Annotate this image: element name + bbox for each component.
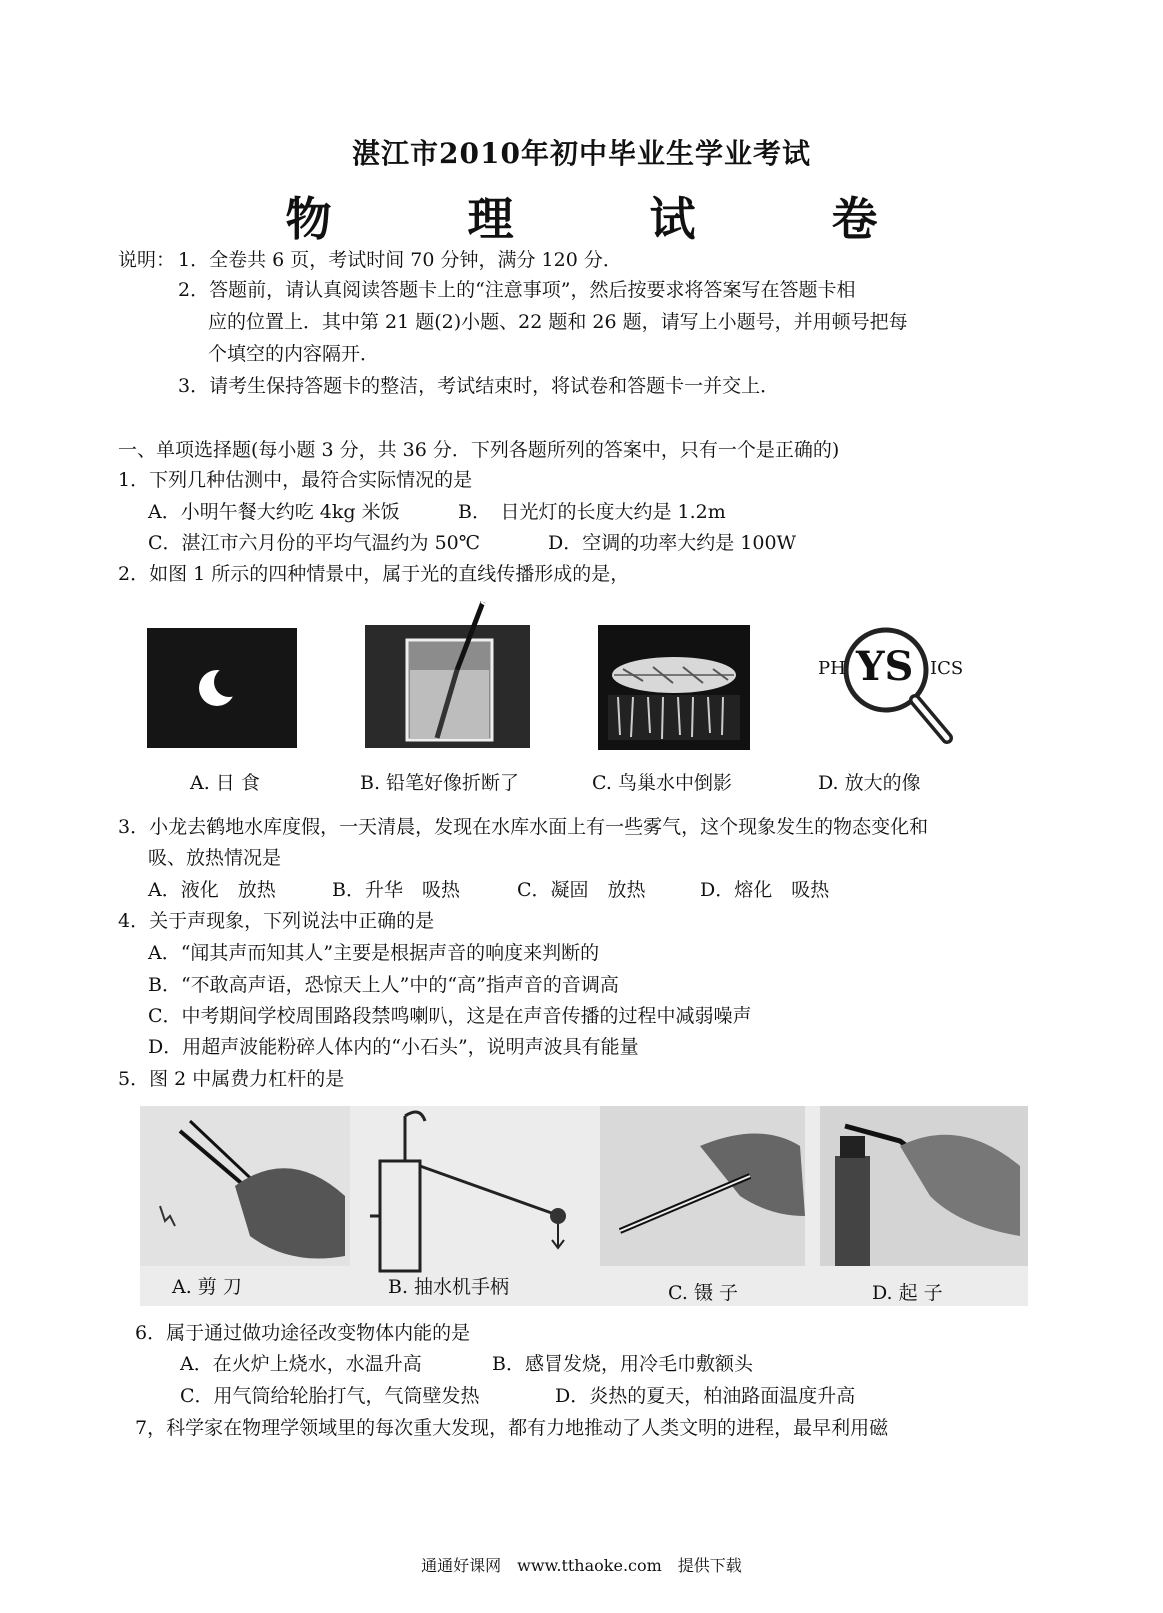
instruction-3: 3．请考生保持答题卡的整洁，考试结束时，将试卷和答题卡一并交上． — [178, 375, 780, 397]
q1-option-c: C．湛江市六月份的平均气温约为 50℃ — [148, 532, 481, 554]
q6-option-b: B．感冒发烧，用冷毛巾敷额头 — [492, 1353, 753, 1375]
q4-option-c: C．中考期间学校周围路段禁鸣喇叭，这是在声音传播的过程中减弱噪声 — [148, 1005, 752, 1027]
instruction-1: 1．全卷共 6 页，考试时间 70 分钟，满分 120 分． — [178, 249, 622, 271]
q6-stem: 6．属于通过做功途径改变物体内能的是 — [135, 1322, 471, 1344]
q4-option-d: D．用超声波能粉碎人体内的“小石头”，说明声波具有能量 — [148, 1036, 639, 1058]
q3-option-c: C．凝固 放热 — [517, 879, 646, 901]
q3-stem-line2: 吸、放热情况是 — [148, 847, 282, 869]
mag-text-center: YS — [856, 643, 914, 690]
q4-stem: 4．关于声现象，下列说法中正确的是 — [118, 910, 435, 932]
q1-option-a: A．小明午餐大约吃 4kg 米饭 — [148, 501, 400, 523]
q3-option-b: B．升华 吸热 — [332, 879, 460, 901]
fig1-caption-d: D. 放大的像 — [818, 772, 921, 794]
fig2-caption-c: C. 镊 子 — [668, 1282, 738, 1304]
instruction-2c: 个填空的内容隔开． — [208, 343, 380, 365]
instructions-label: 说明： — [118, 249, 176, 271]
fig2-caption-a: A. 剪 刀 — [172, 1276, 242, 1298]
q4-option-b: B．“不敢高声语，恐惊天上人”中的“高”指声音的音调高 — [148, 974, 619, 996]
fig2-caption-d: D. 起 子 — [872, 1282, 943, 1304]
fig2-caption-b: B. 抽水机手柄 — [388, 1276, 510, 1298]
mag-text-right: ICS — [930, 658, 964, 679]
footer-source: 通通好课网 www.tthaoke.com 提供下载 — [421, 1556, 742, 1575]
exam-subtitle: 物 理 试 卷 — [285, 192, 938, 246]
q3-option-a: A．液化 放热 — [148, 879, 276, 901]
q5-stem: 5．图 2 中属费力杠杆的是 — [118, 1068, 345, 1090]
birds-nest-reflection-image — [598, 625, 750, 750]
q1-stem: 1．下列几种估测中，最符合实际情况的是 — [118, 469, 473, 491]
q7-stem: 7，科学家在物理学领域里的每次重大发现，都有力地推动了人类文明的进程，最早利用磁 — [135, 1417, 889, 1439]
q1-option-b: B． 日光灯的长度大约是 1.2m — [458, 501, 726, 523]
mag-text-left: PH — [818, 658, 846, 679]
eclipse-image — [147, 628, 297, 748]
pencil-in-water-image — [365, 600, 530, 748]
q6-option-a: A．在火炉上烧水，水温升高 — [180, 1353, 422, 1375]
instruction-2a: 2．答题前，请认真阅读答题卡上的“注意事项”，然后按要求将答案写在答题卡相 — [178, 279, 856, 301]
q2-stem: 2．如图 1 所示的四种情景中，属于光的直线传播形成的是， — [118, 563, 630, 585]
instruction-2b: 应的位置上．其中第 21 题(2)小题、22 题和 26 题，请写上小题号，并用顿号把每 — [208, 311, 908, 333]
tweezers-image — [600, 1106, 805, 1266]
section-heading: 一、单项选择题(每小题 3 分，共 36 分．下列各题所列的答案中，只有一个是正确的) — [118, 439, 840, 461]
fig1-caption-b: B. 铅笔好像折断了 — [360, 772, 520, 794]
exam-title: 湛江市2010年初中毕业生学业考试 — [352, 137, 811, 170]
q3-option-d: D．熔化 吸热 — [700, 879, 830, 901]
magnified-image — [812, 620, 972, 760]
q3-stem-line1: 3．小龙去鹤地水库度假，一天清晨，发现在水库水面上有一些雾气，这个现象发生的物态变化和 — [118, 816, 929, 838]
q4-option-a: A．“闻其声而知其人”主要是根据声音的响度来判断的 — [148, 942, 600, 964]
bottle-opener-image — [820, 1106, 1028, 1266]
lever-figure-strip — [140, 1106, 1028, 1306]
q6-option-d: D．炎热的夏天，柏油路面温度升高 — [555, 1385, 856, 1407]
q6-option-c: C．用气筒给轮胎打气，气筒壁发热 — [180, 1385, 480, 1407]
fig1-caption-c: C. 鸟巢水中倒影 — [592, 772, 732, 794]
fig1-caption-a: A. 日 食 — [190, 772, 260, 794]
scissors-image — [140, 1106, 350, 1266]
q1-option-d: D．空调的功率大约是 100W — [548, 532, 797, 554]
